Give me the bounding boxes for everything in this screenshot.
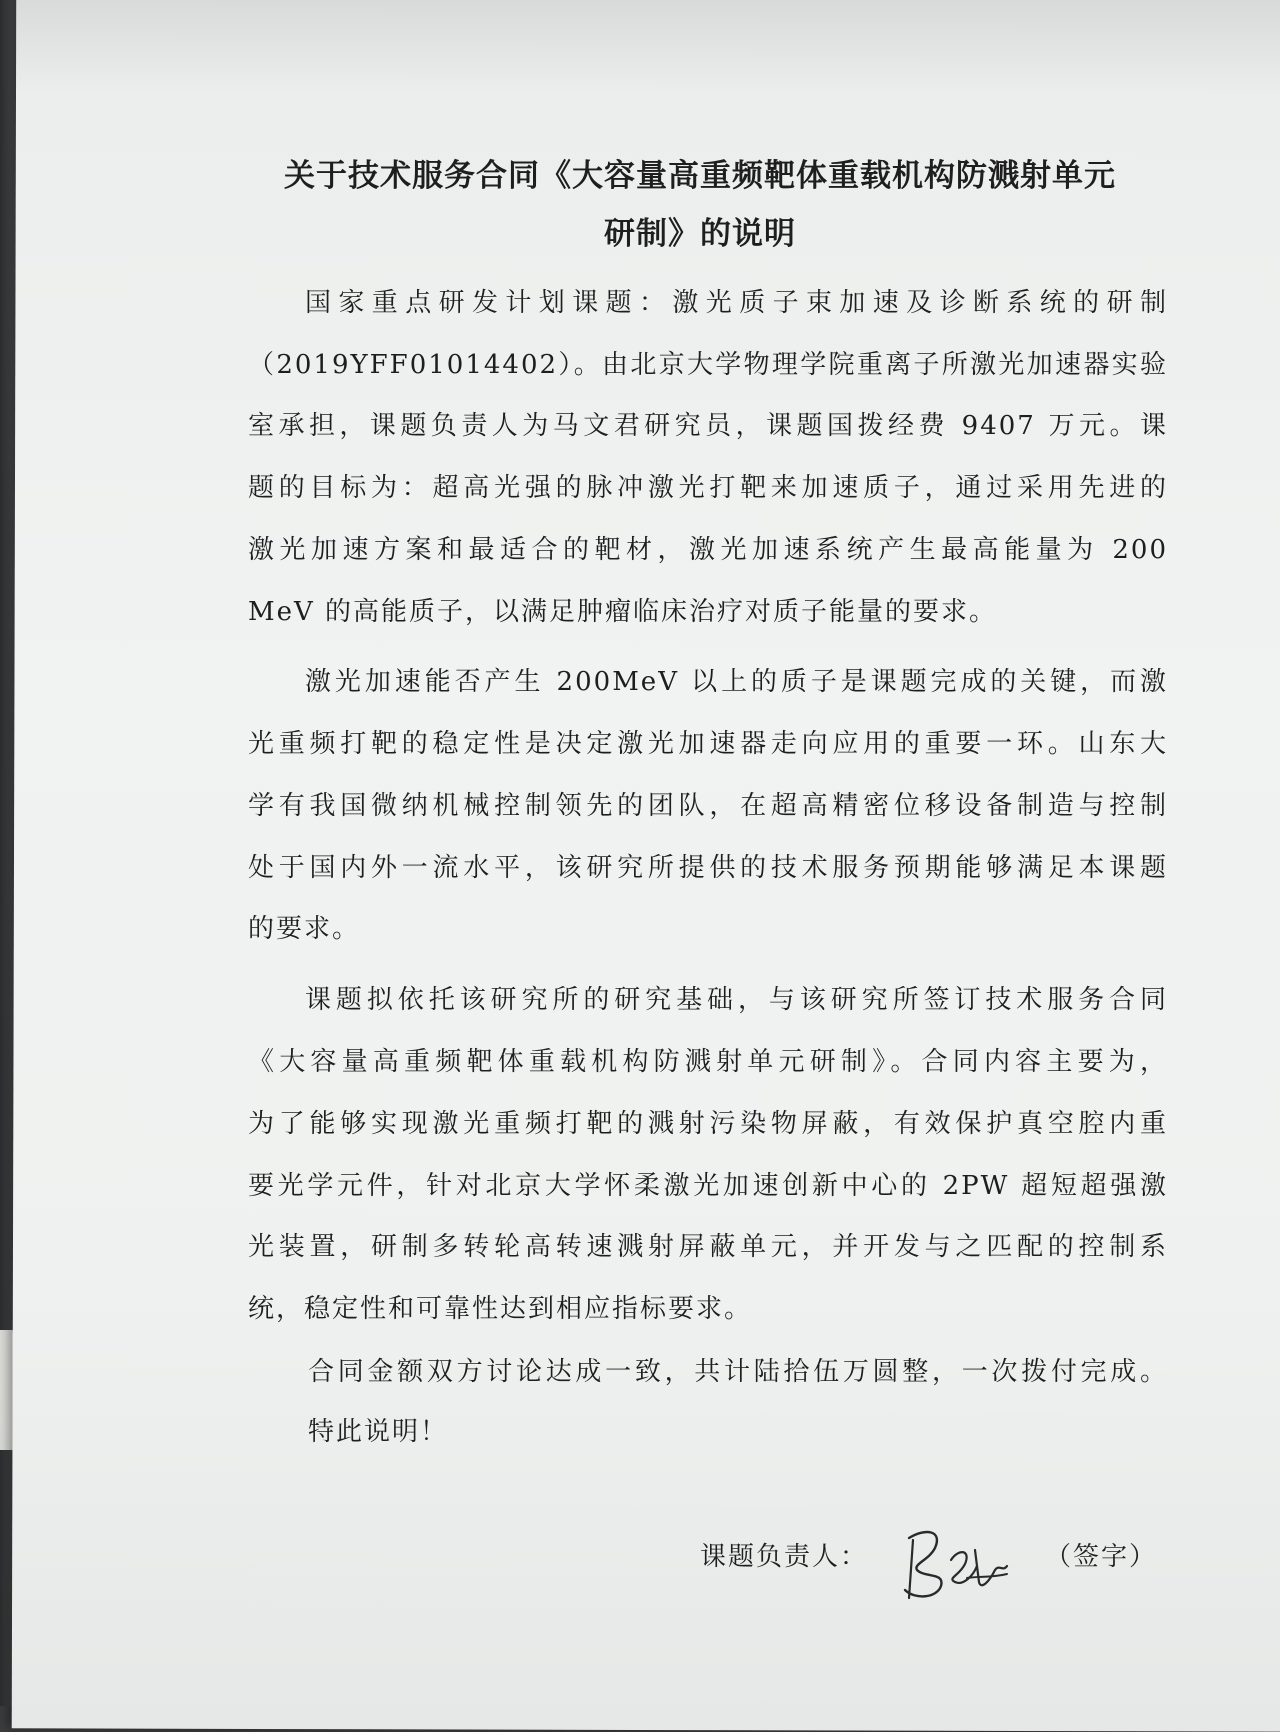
body-line: 室承担，课题负责人为马文君研究员，课题国拨经费 9407 万元。课 xyxy=(248,411,1168,441)
body-line: （2019YFF01014402）。由北京大学物理学院重离子所激光加速器实验 xyxy=(248,350,1168,380)
body-line: 合同金额双方讨论达成一致，共计陆拾伍万圆整，一次拨付完成。 xyxy=(308,1357,1168,1387)
document-title-line-1: 关于技术服务合同《大容量高重频靶体重载机构防溅射单元 xyxy=(284,158,1116,194)
document-title-line-2: 研制》的说明 xyxy=(604,216,796,252)
body-line: 为了能够实现激光重频打靶的溅射污染物屏蔽，有效保护真空腔内重 xyxy=(248,1109,1168,1139)
body-line: 的要求。 xyxy=(248,914,361,944)
handwritten-signature xyxy=(895,1520,1015,1610)
signature-note: （签字） xyxy=(1045,1542,1158,1572)
body-line: 光装置，研制多转轮高转速溅射屏蔽单元，并开发与之匹配的控制系 xyxy=(248,1232,1168,1262)
body-line: 课题拟依托该研究所的研究基础，与该研究所签订技术服务合同 xyxy=(305,985,1168,1015)
body-line: 学有我国微纳机械控制领先的团队，在超高精密位移设备制造与控制 xyxy=(248,791,1168,821)
signature-row xyxy=(700,1530,1200,1610)
body-line: 激光加速能否产生 200MeV 以上的质子是课题完成的关键，而激 xyxy=(305,667,1168,697)
body-line: 激光加速方案和最适合的靶材，激光加速系统产生最高能量为 200 xyxy=(248,535,1168,565)
body-line: 题的目标为：超高光强的脉冲激光打靶来加速质子，通过采用先进的 xyxy=(248,473,1168,503)
signature-label: 课题负责人： xyxy=(700,1542,869,1572)
body-line: 处于国内外一流水平，该研究所提供的技术服务预期能够满足本课题 xyxy=(248,853,1168,883)
body-line: 国家重点研发计划课题：激光质子束加速及诊断系统的研制 xyxy=(305,288,1168,318)
closing-line: 特此说明！ xyxy=(308,1417,449,1447)
body-line: 《大容量高重频靶体重载机构防溅射单元研制》。合同内容主要为， xyxy=(248,1047,1168,1077)
body-line: 光重频打靶的稳定性是决定激光加速器走向应用的重要一环。山东大 xyxy=(248,729,1168,759)
body-line: 统，稳定性和可靠性达到相应指标要求。 xyxy=(248,1294,753,1324)
body-line: MeV 的高能质子，以满足肿瘤临床治疗对质子能量的要求。 xyxy=(248,597,998,627)
body-line: 要光学元件，针对北京大学怀柔激光加速创新中心的 2PW 超短超强激 xyxy=(248,1171,1168,1201)
